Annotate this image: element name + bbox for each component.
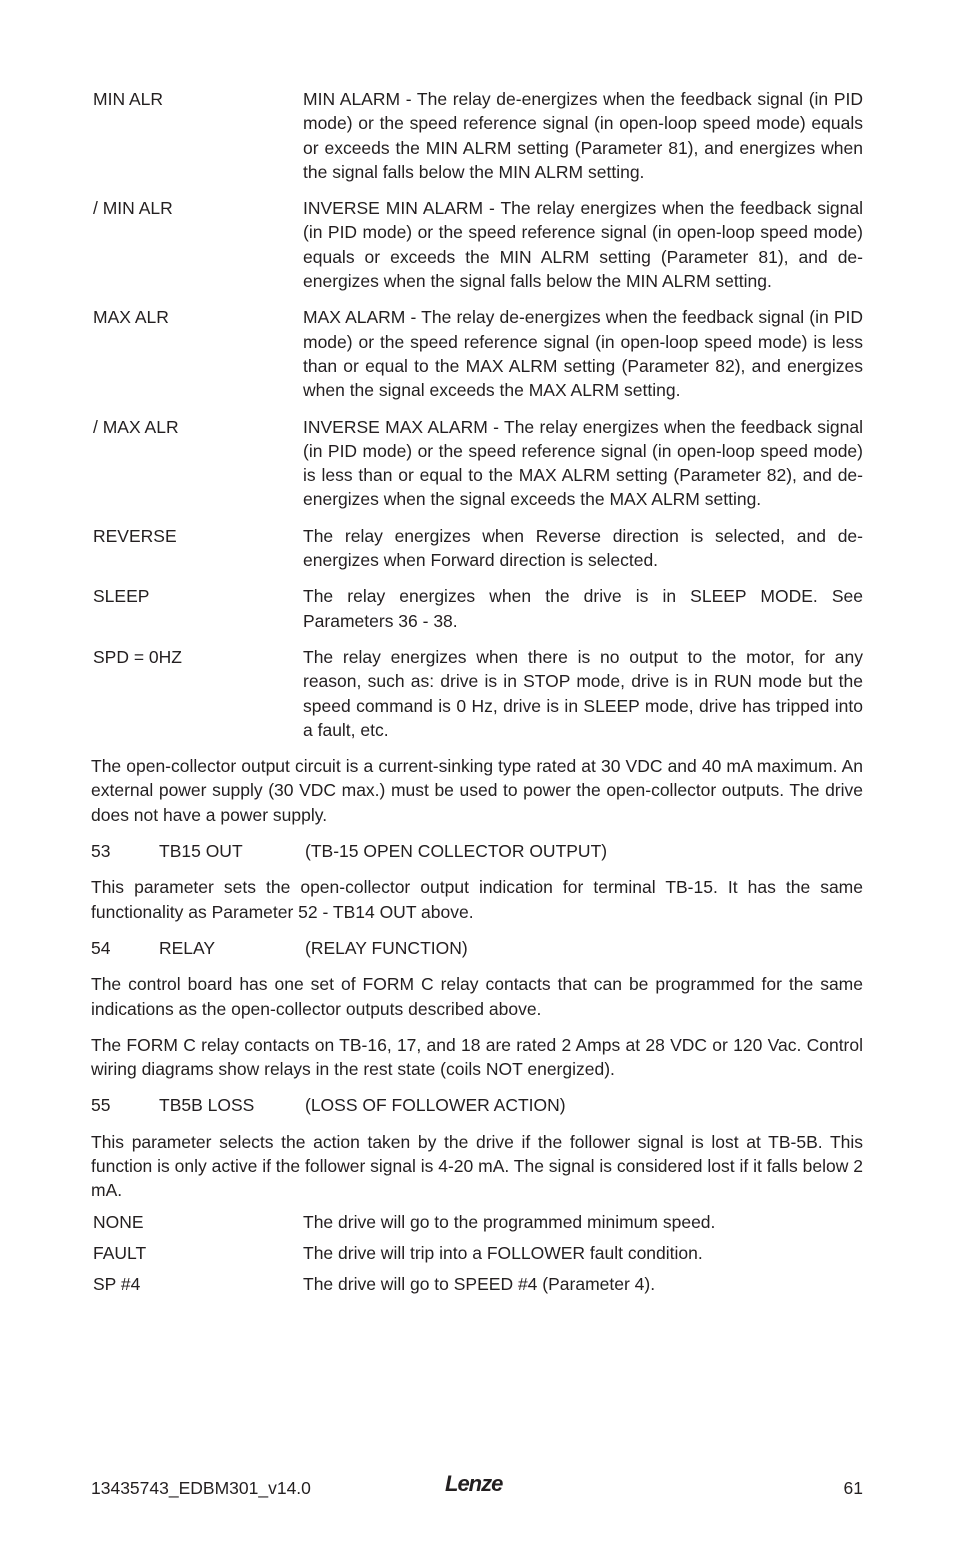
option-term: SPD = 0HZ bbox=[93, 646, 182, 667]
lenze-logo bbox=[445, 1471, 511, 1497]
parameter-53-text: This parameter sets the open-collector output indication for terminal TB-15. It has the same functionality as Parameter 52 - TB14 OUT above. bbox=[91, 877, 863, 922]
option-description: INVERSE MAX ALARM - The relay energizes when the feedback signal (in PID mode) or the speed reference signal (in open-loop speed mode) is less than or equal to the MAX ALRM setting (Parameter 82), and de-energizes when the signal exceeds the MAX ALRM setting. bbox=[303, 416, 863, 510]
option-description: INVERSE MIN ALARM - The relay energizes when the feedback signal (in PID mode) or the speed reference signal (in open-loop speed mode) equals or exceeds the MIN ALRM setting (Parameter 81), and de-energizes when the signal falls below the MIN ALRM setting. bbox=[303, 198, 863, 292]
option-row bbox=[91, 1272, 863, 1296]
option-description: MAX ALARM - The relay de-energizes when the feedback signal (in PID mode) or the speed reference signal (in open-loop speed mode) is less than or equal to the MAX ALRM setting (Parameter 82), and energizes when the signal exceeds the MAX ALRM setting. bbox=[303, 307, 863, 401]
parameter-title: (LOSS OF FOLLOWER ACTION) bbox=[305, 1095, 566, 1116]
parameter-name: TB5B LOSS bbox=[159, 1095, 255, 1116]
option-row bbox=[91, 1210, 863, 1234]
document-id: 13435743_EDBM301_v14.0 bbox=[91, 1478, 311, 1498]
parameter-name: RELAY bbox=[159, 937, 216, 958]
page-content bbox=[91, 87, 863, 1303]
parameter-54-text-2: The FORM C relay contacts on TB-16, 17, and 18 are rated 2 Amps at 28 VDC or 120 Vac. Control wiring diagrams show relays in the rest state (coils NOT energized). bbox=[91, 1034, 863, 1080]
option-row bbox=[91, 1241, 863, 1265]
option-row bbox=[91, 415, 863, 512]
parameter-title: (RELAY FUNCTION) bbox=[305, 937, 468, 958]
parameter-title: (TB-15 OPEN COLLECTOR OUTPUT) bbox=[305, 841, 608, 862]
option-row bbox=[91, 305, 863, 402]
option-row bbox=[91, 87, 863, 184]
option-term: / MIN ALR bbox=[93, 198, 173, 219]
option-row bbox=[91, 524, 863, 573]
option-term: NONE bbox=[93, 1211, 144, 1232]
page-number: 61 bbox=[843, 1478, 863, 1498]
loss-action-options bbox=[91, 1210, 863, 1297]
option-term: MAX ALR bbox=[93, 307, 169, 328]
parameter-55-text: This parameter selects the action taken by the drive if the follower signal is lost at TB-5B. This function is only active if the follower signal is 4-20 mA. The signal is considered lost if it falls below 2 mA. bbox=[91, 1131, 863, 1201]
parameter-heading-54 bbox=[91, 936, 863, 960]
option-description: The drive will go to the programmed minimum speed. bbox=[303, 1211, 716, 1232]
relay-options-list bbox=[91, 87, 863, 742]
option-term: MIN ALR bbox=[93, 89, 164, 109]
option-term: / MAX ALR bbox=[93, 416, 179, 437]
parameter-number: 55 bbox=[91, 1095, 111, 1116]
parameter-54-text-1: The control board has one set of FORM C relay contacts that can be programmed for the same indications as the open-collector outputs described above. bbox=[91, 974, 863, 1019]
option-description: The drive will trip into a FOLLOWER fault condition. bbox=[303, 1242, 703, 1263]
parameter-heading-53 bbox=[91, 839, 863, 863]
parameter-heading-55 bbox=[91, 1093, 863, 1117]
parameter-number: 54 bbox=[91, 937, 111, 958]
option-description: MIN ALARM - The relay de-energizes when the feedback signal (in PID mode) or the speed reference signal (in open-loop speed mode) equals or exceeds the MIN ALRM setting (Parameter 81), and energizes when the signal falls below the MIN ALRM setting. bbox=[303, 89, 863, 182]
option-term: REVERSE bbox=[93, 525, 177, 546]
option-row bbox=[91, 584, 863, 633]
option-term: SLEEP bbox=[93, 586, 150, 607]
page-footer bbox=[91, 1471, 863, 1502]
option-description: The drive will go to SPEED #4 (Parameter 4). bbox=[303, 1274, 656, 1295]
option-description: The relay energizes when the drive is in SLEEP MODE. See Parameters 36 - 38. bbox=[303, 586, 863, 631]
parameter-number: 53 bbox=[91, 841, 111, 862]
open-collector-note: The open-collector output circuit is a current-sinking type rated at 30 VDC and 40 mA maximum. An external power supply (30 VDC max.) must be used to power the open-collector outputs. The drive does not have a power supply. bbox=[91, 756, 863, 825]
option-row bbox=[91, 645, 863, 742]
option-description: The relay energizes when Reverse direction is selected, and de-energizes when Forward direction is selected. bbox=[303, 525, 863, 571]
parameter-name: TB15 OUT bbox=[159, 841, 243, 862]
option-term: FAULT bbox=[93, 1242, 147, 1263]
option-description: The relay energizes when there is no output to the motor, for any reason, such as: drive is in STOP mode, drive is in RUN mode but the speed command is 0 Hz, drive is in SLEEP mode, drive has tripped into a fault, etc. bbox=[303, 646, 863, 740]
svg-text:Lenze: Lenze bbox=[445, 1471, 503, 1496]
option-term: SP #4 bbox=[93, 1274, 141, 1295]
option-row bbox=[91, 196, 863, 293]
